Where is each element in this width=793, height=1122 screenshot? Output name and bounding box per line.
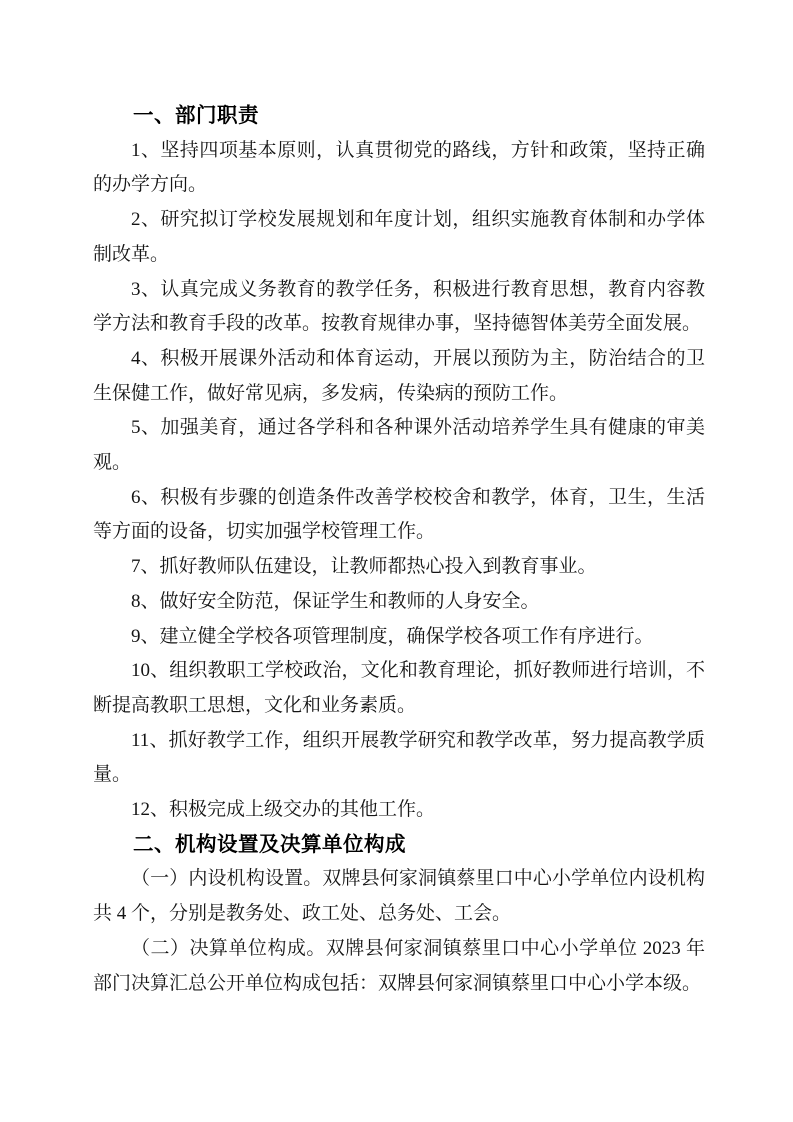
paragraph: 6、积极有步骤的创造条件改善学校校舍和教学，体育，卫生，生活等方面的设备，切实加强学校管理工作。 xyxy=(93,486,705,543)
paragraph: 5、加强美育，通过各学科和各种课外活动培养学生具有健康的审美观。 xyxy=(93,417,705,474)
paragraph: 12、积极完成上级交办的其他工作。 xyxy=(131,799,436,821)
section-heading: 一、部门职责 xyxy=(133,104,259,127)
paragraph: （二）决算单位构成。双牌县何家洞镇蔡里口中心小学单位 2023 年部门决算汇总公开单位构成包括：双牌县何家洞镇蔡里口中心小学本级。 xyxy=(93,937,705,994)
paragraph: （一）内设机构设置。双牌县何家洞镇蔡里口中心小学单位内设机构共 4 个，分别是教务处、政工处、总务处、工会。 xyxy=(93,868,705,925)
paragraph: 10、组织教职工学校政治，文化和教育理论，抓好教师进行培训，不断提高教职工思想，文化和业务素质。 xyxy=(93,660,705,716)
paragraph: 2、研究拟订学校发展规划和年度计划，组织实施教育体制和办学体制改革。 xyxy=(93,209,705,265)
paragraph: 7、抓好教师队伍建设，让教师都热心投入到教育事业。 xyxy=(131,556,597,578)
paragraph: 9、建立健全学校各项管理制度，确保学校各项工作有序进行。 xyxy=(131,625,654,647)
paragraph: 3、认真完成义务教育的教学任务，积极进行教育思想，教育内容教学方法和教育手段的改革。按教育规律办事，坚持德智体美劳全面发展。 xyxy=(93,278,705,335)
paragraph: 8、做好安全防范，保证学生和教师的人身安全。 xyxy=(131,590,540,612)
document-body xyxy=(93,99,705,1001)
paragraph: 11、抓好教学工作，组织开展教学研究和教学改革，努力提高教学质量。 xyxy=(93,729,705,786)
paragraph: 1、坚持四项基本原则，认真贯彻党的路线，方针和政策，坚持正确的办学方向。 xyxy=(93,139,705,196)
section-heading: 二、机构设置及决算单位构成 xyxy=(133,832,406,856)
paragraph: 4、积极开展课外活动和体育运动，开展以预防为主，防治结合的卫生保健工作，做好常见病，多发病，传染病的预防工作。 xyxy=(93,347,705,404)
